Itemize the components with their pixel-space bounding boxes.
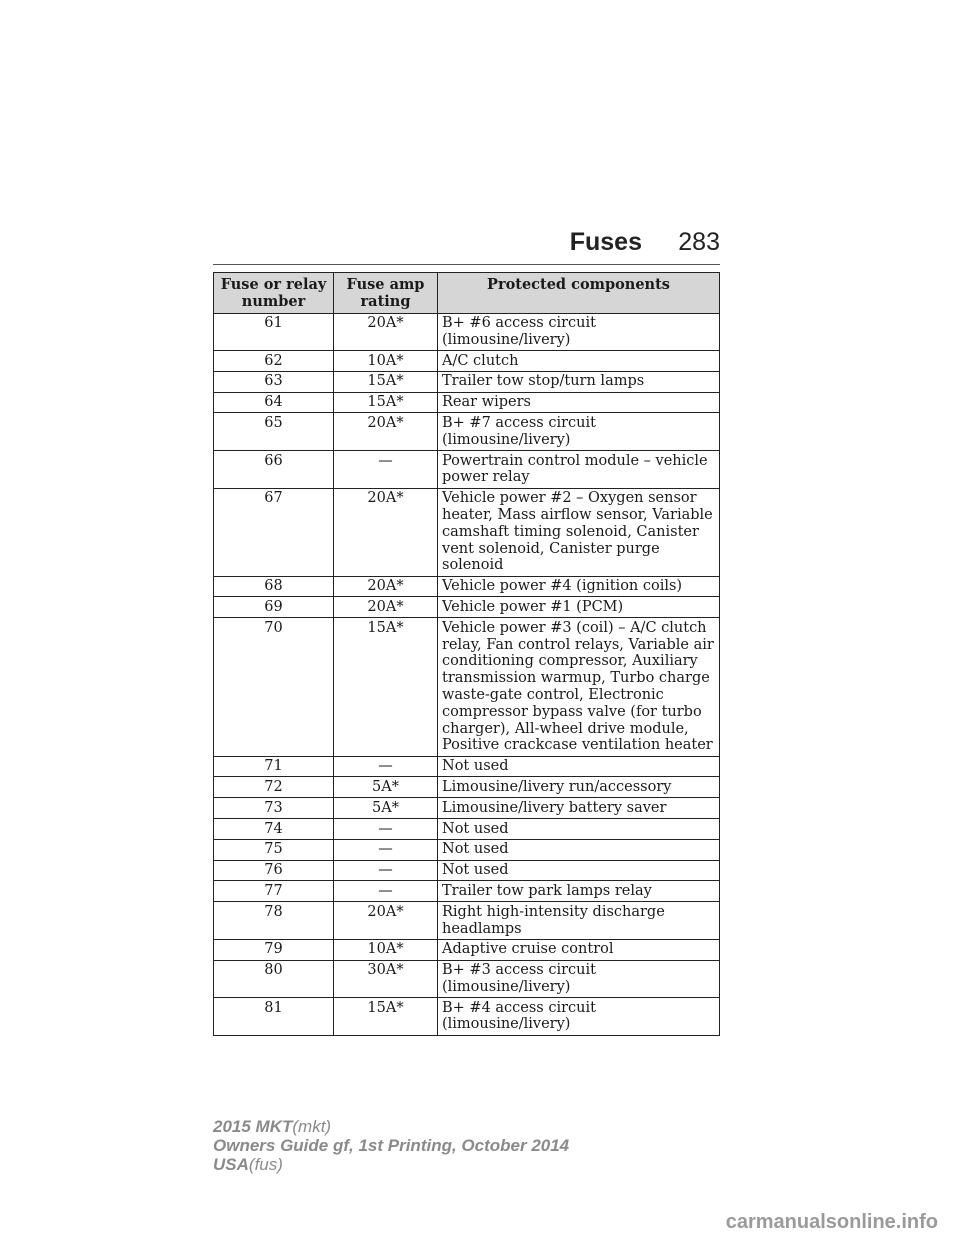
fuse-rating-cell: 20A* bbox=[334, 902, 438, 940]
protected-components-cell: Not used bbox=[438, 819, 720, 840]
table-row bbox=[214, 371, 720, 392]
page-number: 283 bbox=[678, 228, 720, 256]
protected-components-cell: B+ #3 access circuit (limousine/livery) bbox=[438, 960, 720, 998]
fuse-number-cell: 81 bbox=[214, 998, 334, 1036]
fuse-rating-cell: 20A* bbox=[334, 488, 438, 576]
fuse-number-cell: 68 bbox=[214, 576, 334, 597]
protected-components-cell: Trailer tow park lamps relay bbox=[438, 881, 720, 902]
protected-components-cell: Adaptive cruise control bbox=[438, 939, 720, 960]
fuse-number-cell: 72 bbox=[214, 777, 334, 798]
fuse-number-cell: 80 bbox=[214, 960, 334, 998]
protected-components-cell: Limousine/livery battery saver bbox=[438, 798, 720, 819]
table-row bbox=[214, 998, 720, 1036]
protected-components-cell: A/C clutch bbox=[438, 351, 720, 372]
fuse-rating-cell: 15A* bbox=[334, 371, 438, 392]
protected-components-cell: Vehicle power #1 (PCM) bbox=[438, 597, 720, 618]
table-header-row bbox=[214, 273, 720, 314]
table-row bbox=[214, 960, 720, 998]
protected-components-cell: Vehicle power #3 (coil) – A/C clutch relay, Fan control relays, Variable air conditioning compressor, Auxiliary transmission warmup, Turbo charge waste-gate control, Electronic compressor bypass valve (for turbo charger), All-wheel drive module, Positive crackcase ventilation heater bbox=[438, 618, 720, 756]
fuse-rating-cell: 5A* bbox=[334, 777, 438, 798]
fuse-rating-cell: — bbox=[334, 819, 438, 840]
footer-model-code: (mkt) bbox=[292, 1117, 332, 1136]
fuse-rating-cell: 20A* bbox=[334, 576, 438, 597]
table-row bbox=[214, 777, 720, 798]
protected-components-cell: B+ #7 access circuit (limousine/livery) bbox=[438, 413, 720, 451]
table-body bbox=[214, 313, 720, 1035]
footer-model: 2015 MKT bbox=[213, 1117, 293, 1136]
table-row bbox=[214, 881, 720, 902]
protected-components-cell: Powertrain control module – vehicle power relay bbox=[438, 451, 720, 489]
fuse-number-cell: 73 bbox=[214, 798, 334, 819]
column-header-rating: Fuse amp rating bbox=[334, 273, 438, 314]
table-row bbox=[214, 488, 720, 576]
fuse-rating-cell: — bbox=[334, 839, 438, 860]
table-row bbox=[214, 798, 720, 819]
table-row bbox=[214, 351, 720, 372]
footer-line-2: Owners Guide gf, 1st Printing, October 2014 bbox=[213, 1136, 570, 1155]
table-row bbox=[214, 618, 720, 756]
fuse-number-cell: 67 bbox=[214, 488, 334, 576]
fuse-number-cell: 65 bbox=[214, 413, 334, 451]
fuse-number-cell: 77 bbox=[214, 881, 334, 902]
protected-components-cell: B+ #4 access circuit (limousine/livery) bbox=[438, 998, 720, 1036]
protected-components-cell: Not used bbox=[438, 756, 720, 777]
table-row bbox=[214, 576, 720, 597]
protected-components-cell: B+ #6 access circuit (limousine/livery) bbox=[438, 313, 720, 351]
protected-components-cell: Rear wipers bbox=[438, 392, 720, 413]
fuse-rating-cell: 15A* bbox=[334, 618, 438, 756]
fuse-rating-cell: 20A* bbox=[334, 313, 438, 351]
fuse-rating-cell: 10A* bbox=[334, 939, 438, 960]
fuse-rating-cell: — bbox=[334, 860, 438, 881]
protected-components-cell: Not used bbox=[438, 860, 720, 881]
fuse-rating-cell: — bbox=[334, 451, 438, 489]
protected-components-cell: Trailer tow stop/turn lamps bbox=[438, 371, 720, 392]
fuse-table bbox=[213, 272, 720, 1036]
footer-region: USA bbox=[213, 1155, 249, 1174]
section-title: Fuses bbox=[569, 228, 642, 256]
table-row bbox=[214, 597, 720, 618]
fuse-number-cell: 78 bbox=[214, 902, 334, 940]
table-row bbox=[214, 860, 720, 881]
table-row bbox=[214, 839, 720, 860]
fuse-number-cell: 63 bbox=[214, 371, 334, 392]
fuse-rating-cell: 15A* bbox=[334, 998, 438, 1036]
footer-region-code: (fus) bbox=[248, 1155, 283, 1174]
table-row bbox=[214, 451, 720, 489]
table-row bbox=[214, 756, 720, 777]
fuse-rating-cell: — bbox=[334, 881, 438, 902]
fuse-rating-cell: 15A* bbox=[334, 392, 438, 413]
fuse-number-cell: 71 bbox=[214, 756, 334, 777]
fuse-number-cell: 70 bbox=[214, 618, 334, 756]
fuse-number-cell: 66 bbox=[214, 451, 334, 489]
footer bbox=[213, 1117, 569, 1174]
fuse-rating-cell: 20A* bbox=[334, 413, 438, 451]
fuse-number-cell: 69 bbox=[214, 597, 334, 618]
fuse-number-cell: 74 bbox=[214, 819, 334, 840]
protected-components-cell: Vehicle power #4 (ignition coils) bbox=[438, 576, 720, 597]
table-row bbox=[214, 313, 720, 351]
table-row bbox=[214, 939, 720, 960]
protected-components-cell: Limousine/livery run/accessory bbox=[438, 777, 720, 798]
protected-components-cell: Not used bbox=[438, 839, 720, 860]
fuse-rating-cell: — bbox=[334, 756, 438, 777]
column-header-components: Protected components bbox=[438, 273, 720, 314]
protected-components-cell: Vehicle power #2 – Oxygen sensor heater, Mass airflow sensor, Variable camshaft timing solenoid, Canister vent solenoid, Canister purge solenoid bbox=[438, 488, 720, 576]
table-row bbox=[214, 392, 720, 413]
column-header-number: Fuse or relay number bbox=[214, 273, 334, 314]
table-row bbox=[214, 413, 720, 451]
footer-line-3 bbox=[213, 1155, 569, 1174]
fuse-number-cell: 75 bbox=[214, 839, 334, 860]
page-header bbox=[213, 228, 720, 265]
fuse-number-cell: 79 bbox=[214, 939, 334, 960]
fuse-number-cell: 61 bbox=[214, 313, 334, 351]
protected-components-cell: Right high-intensity discharge headlamps bbox=[438, 902, 720, 940]
watermark-link[interactable]: carmanualsonline.info bbox=[725, 1211, 938, 1233]
fuse-rating-cell: 10A* bbox=[334, 351, 438, 372]
table-row bbox=[214, 902, 720, 940]
fuse-rating-cell: 30A* bbox=[334, 960, 438, 998]
table-row bbox=[214, 819, 720, 840]
fuse-number-cell: 64 bbox=[214, 392, 334, 413]
fuse-number-cell: 62 bbox=[214, 351, 334, 372]
fuse-rating-cell: 5A* bbox=[334, 798, 438, 819]
fuse-rating-cell: 20A* bbox=[334, 597, 438, 618]
fuse-number-cell: 76 bbox=[214, 860, 334, 881]
footer-line-1 bbox=[213, 1117, 569, 1136]
